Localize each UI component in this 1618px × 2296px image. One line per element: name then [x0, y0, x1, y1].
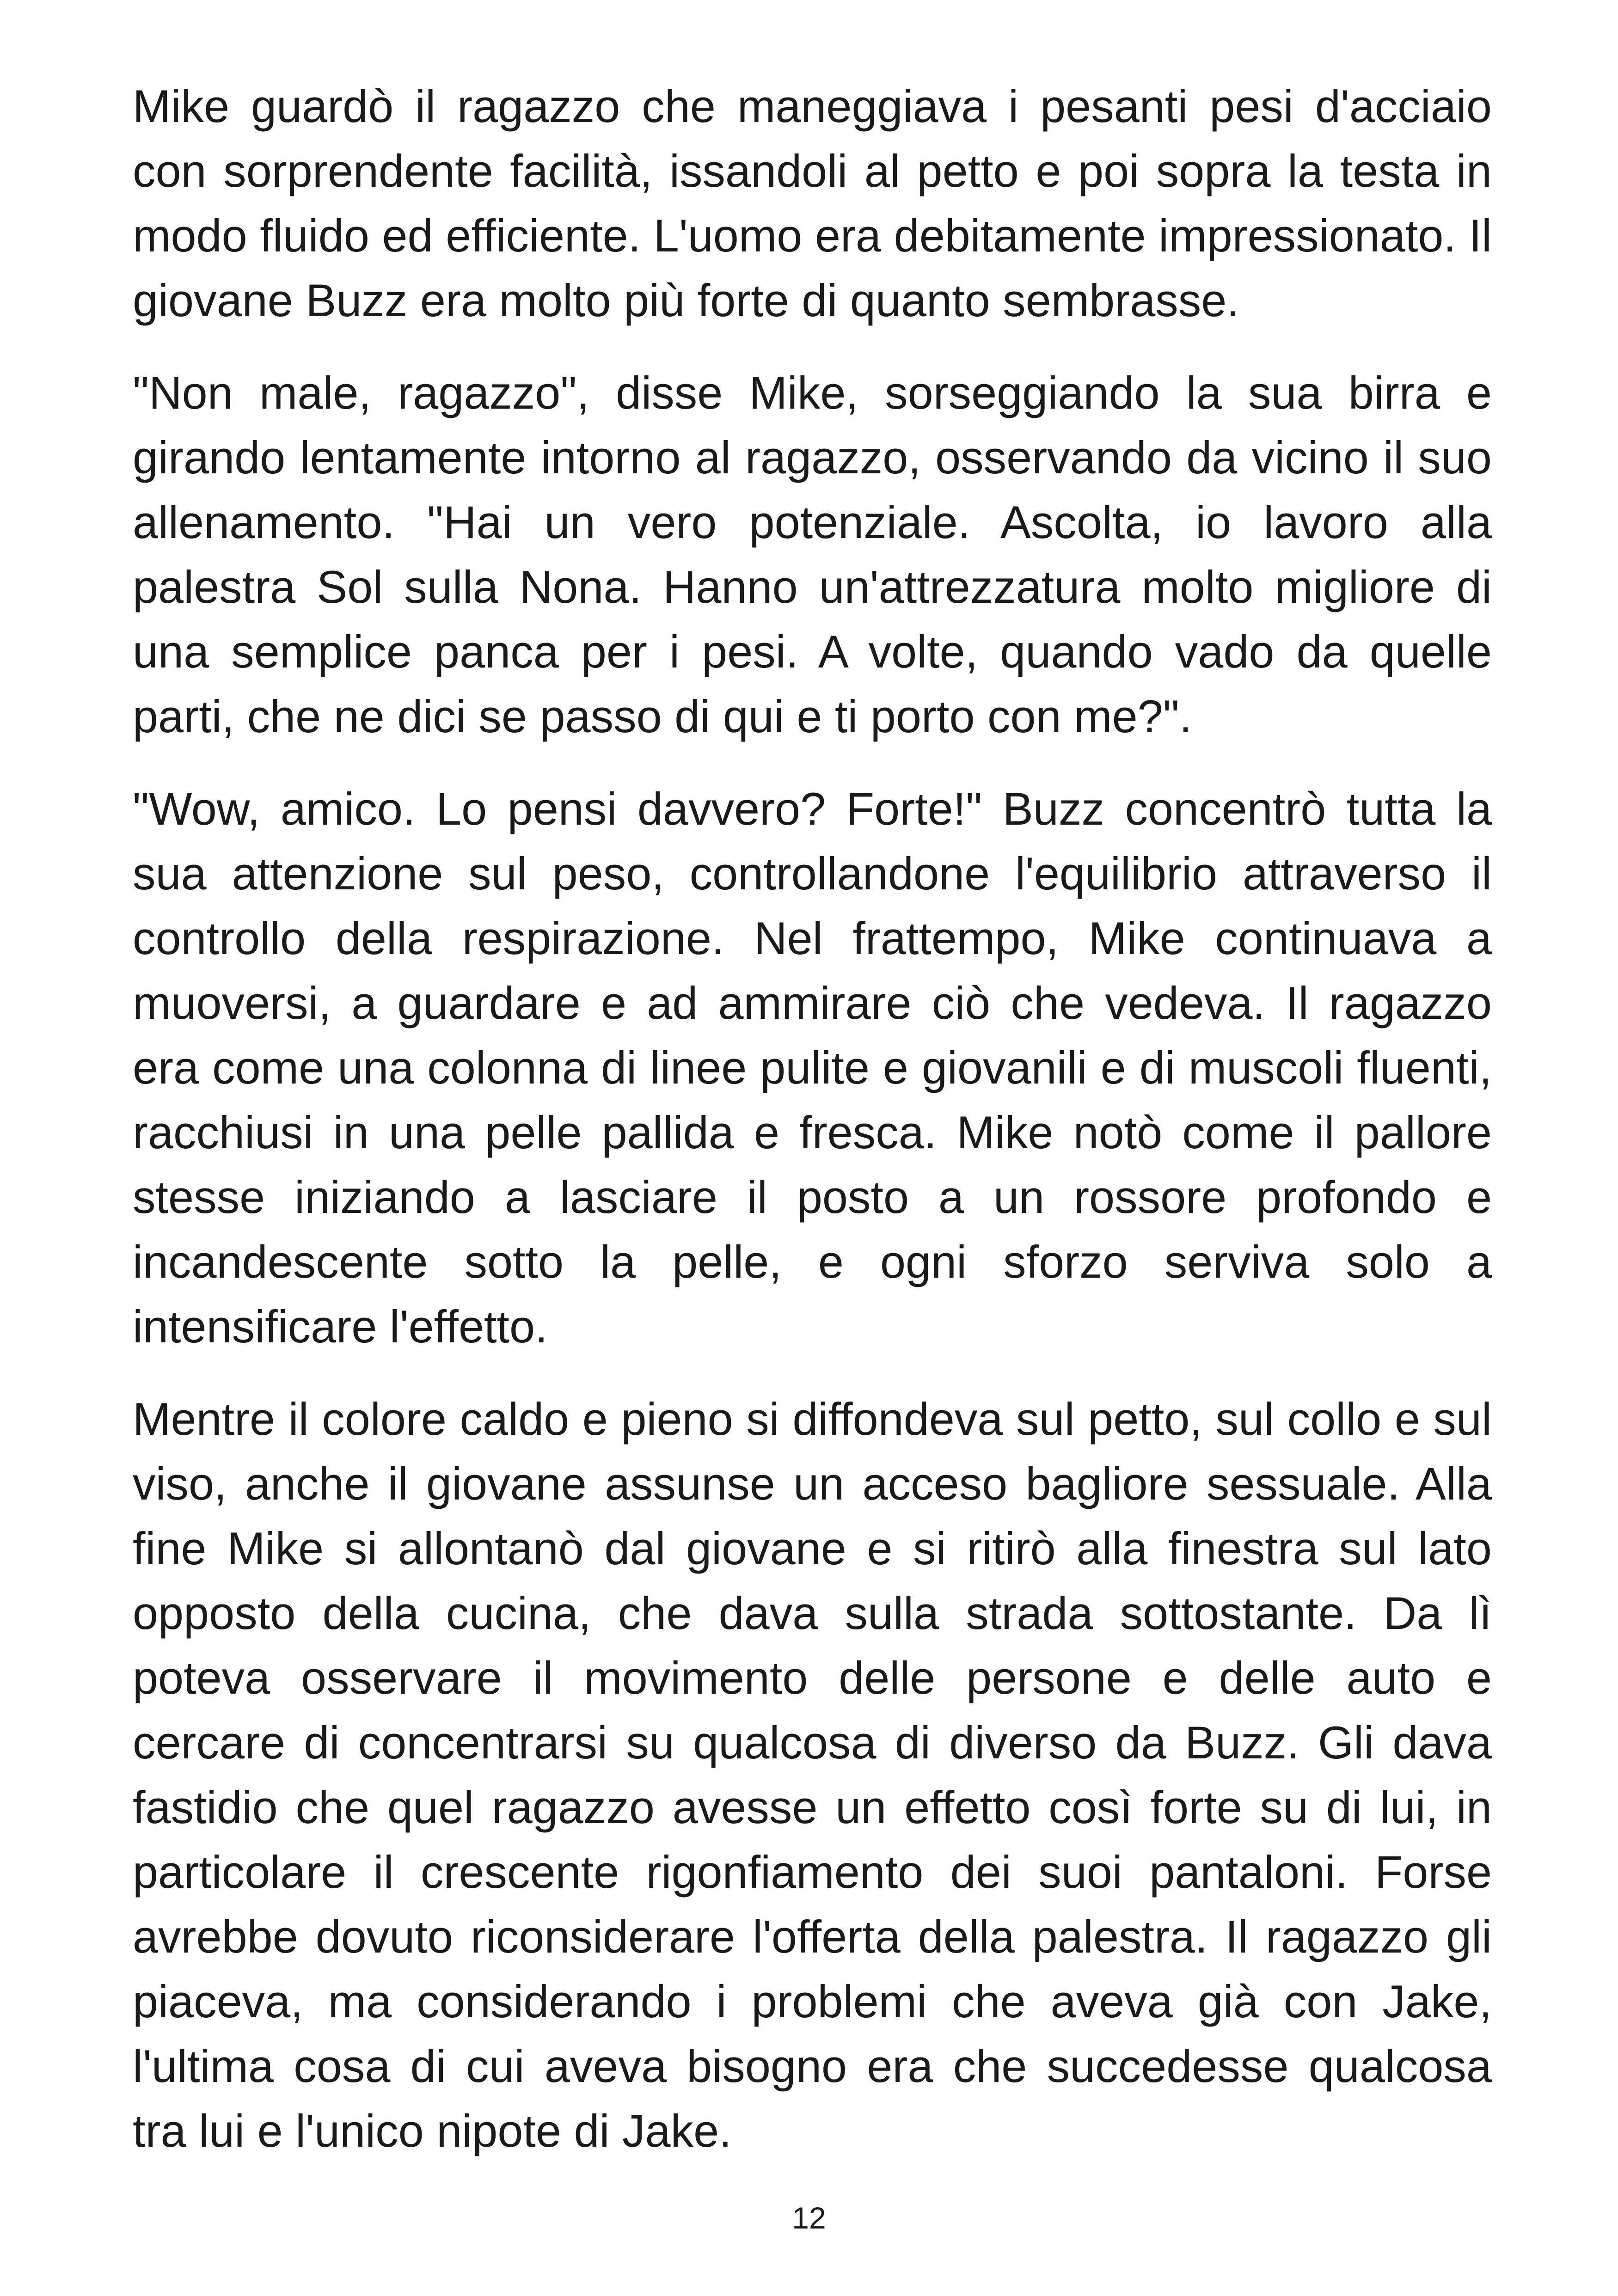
paragraph-2: "Non male, ragazzo", disse Mike, sorseggiando la sua birra e girando lentamente intorno al ragazzo, osservando da vicino il suo allenamento. "Hai un vero potenziale. Ascolta, io lavoro alla palestra Sol sulla Nona. Hanno un'attrezzatura molto migliore di una semplice panca per i pesi. A volte, quando vado da quelle parti, che ne dici se passo di qui e ti porto con me?". — [133, 367, 1492, 742]
paragraph-1: Mike guardò il ragazzo che maneggiava i pesanti pesi d'acciaio con sorprendente facilità, issandoli al petto e poi sopra la testa in modo fluido ed efficiente. L'uomo era debitamente impressionato. Il giovane Buzz era molto più forte di quanto sembrasse. — [133, 80, 1492, 326]
page-number: 12 — [792, 2201, 826, 2235]
paragraph-3: "Wow, amico. Lo pensi davvero? Forte!" Buzz concentrò tutta la sua attenzione sul peso, controllandone l'equilibrio attraverso il controllo della respirazione. Nel frattempo, Mike continuava a muoversi, a guardare e ad ammirare ciò che vedeva. Il ragazzo era come una colonna di linee pulite e giovanili e di muscoli fluenti, racchiusi in una pelle pallida e fresca. Mike notò come il pallore stesse iniziando a lasciare il posto a un rossore profondo e incandescente sotto la pelle, e ogni sforzo serviva solo a intensificare l'effetto. — [133, 783, 1492, 1352]
paragraph-4: Mentre il colore caldo e pieno si diffondeva sul petto, sul collo e sul viso, anche il giovane assunse un acceso bagliore sessuale. Alla fine Mike si allontanò dal giovane e si ritirò alla finestra sul lato opposto della cucina, che dava sulla strada sottostante. Da lì poteva osservare il movimento delle persone e delle auto e cercare di concentrarsi su qualcosa di diverso da Buzz. Gli dava fastidio che quel ragazzo avesse un effetto così forte su di lui, in particolare il crescente rigonfiamento dei suoi pantaloni. Forse avrebbe dovuto riconsiderare l'offerta della palestra. Il ragazzo gli piaceva, ma considerando i problemi che aveva già con Jake, l'ultima cosa di cui aveva bisogno era che succedesse qualcosa tra lui e l'unico nipote di Jake. — [133, 1393, 1492, 2156]
page-body — [133, 74, 1492, 2191]
